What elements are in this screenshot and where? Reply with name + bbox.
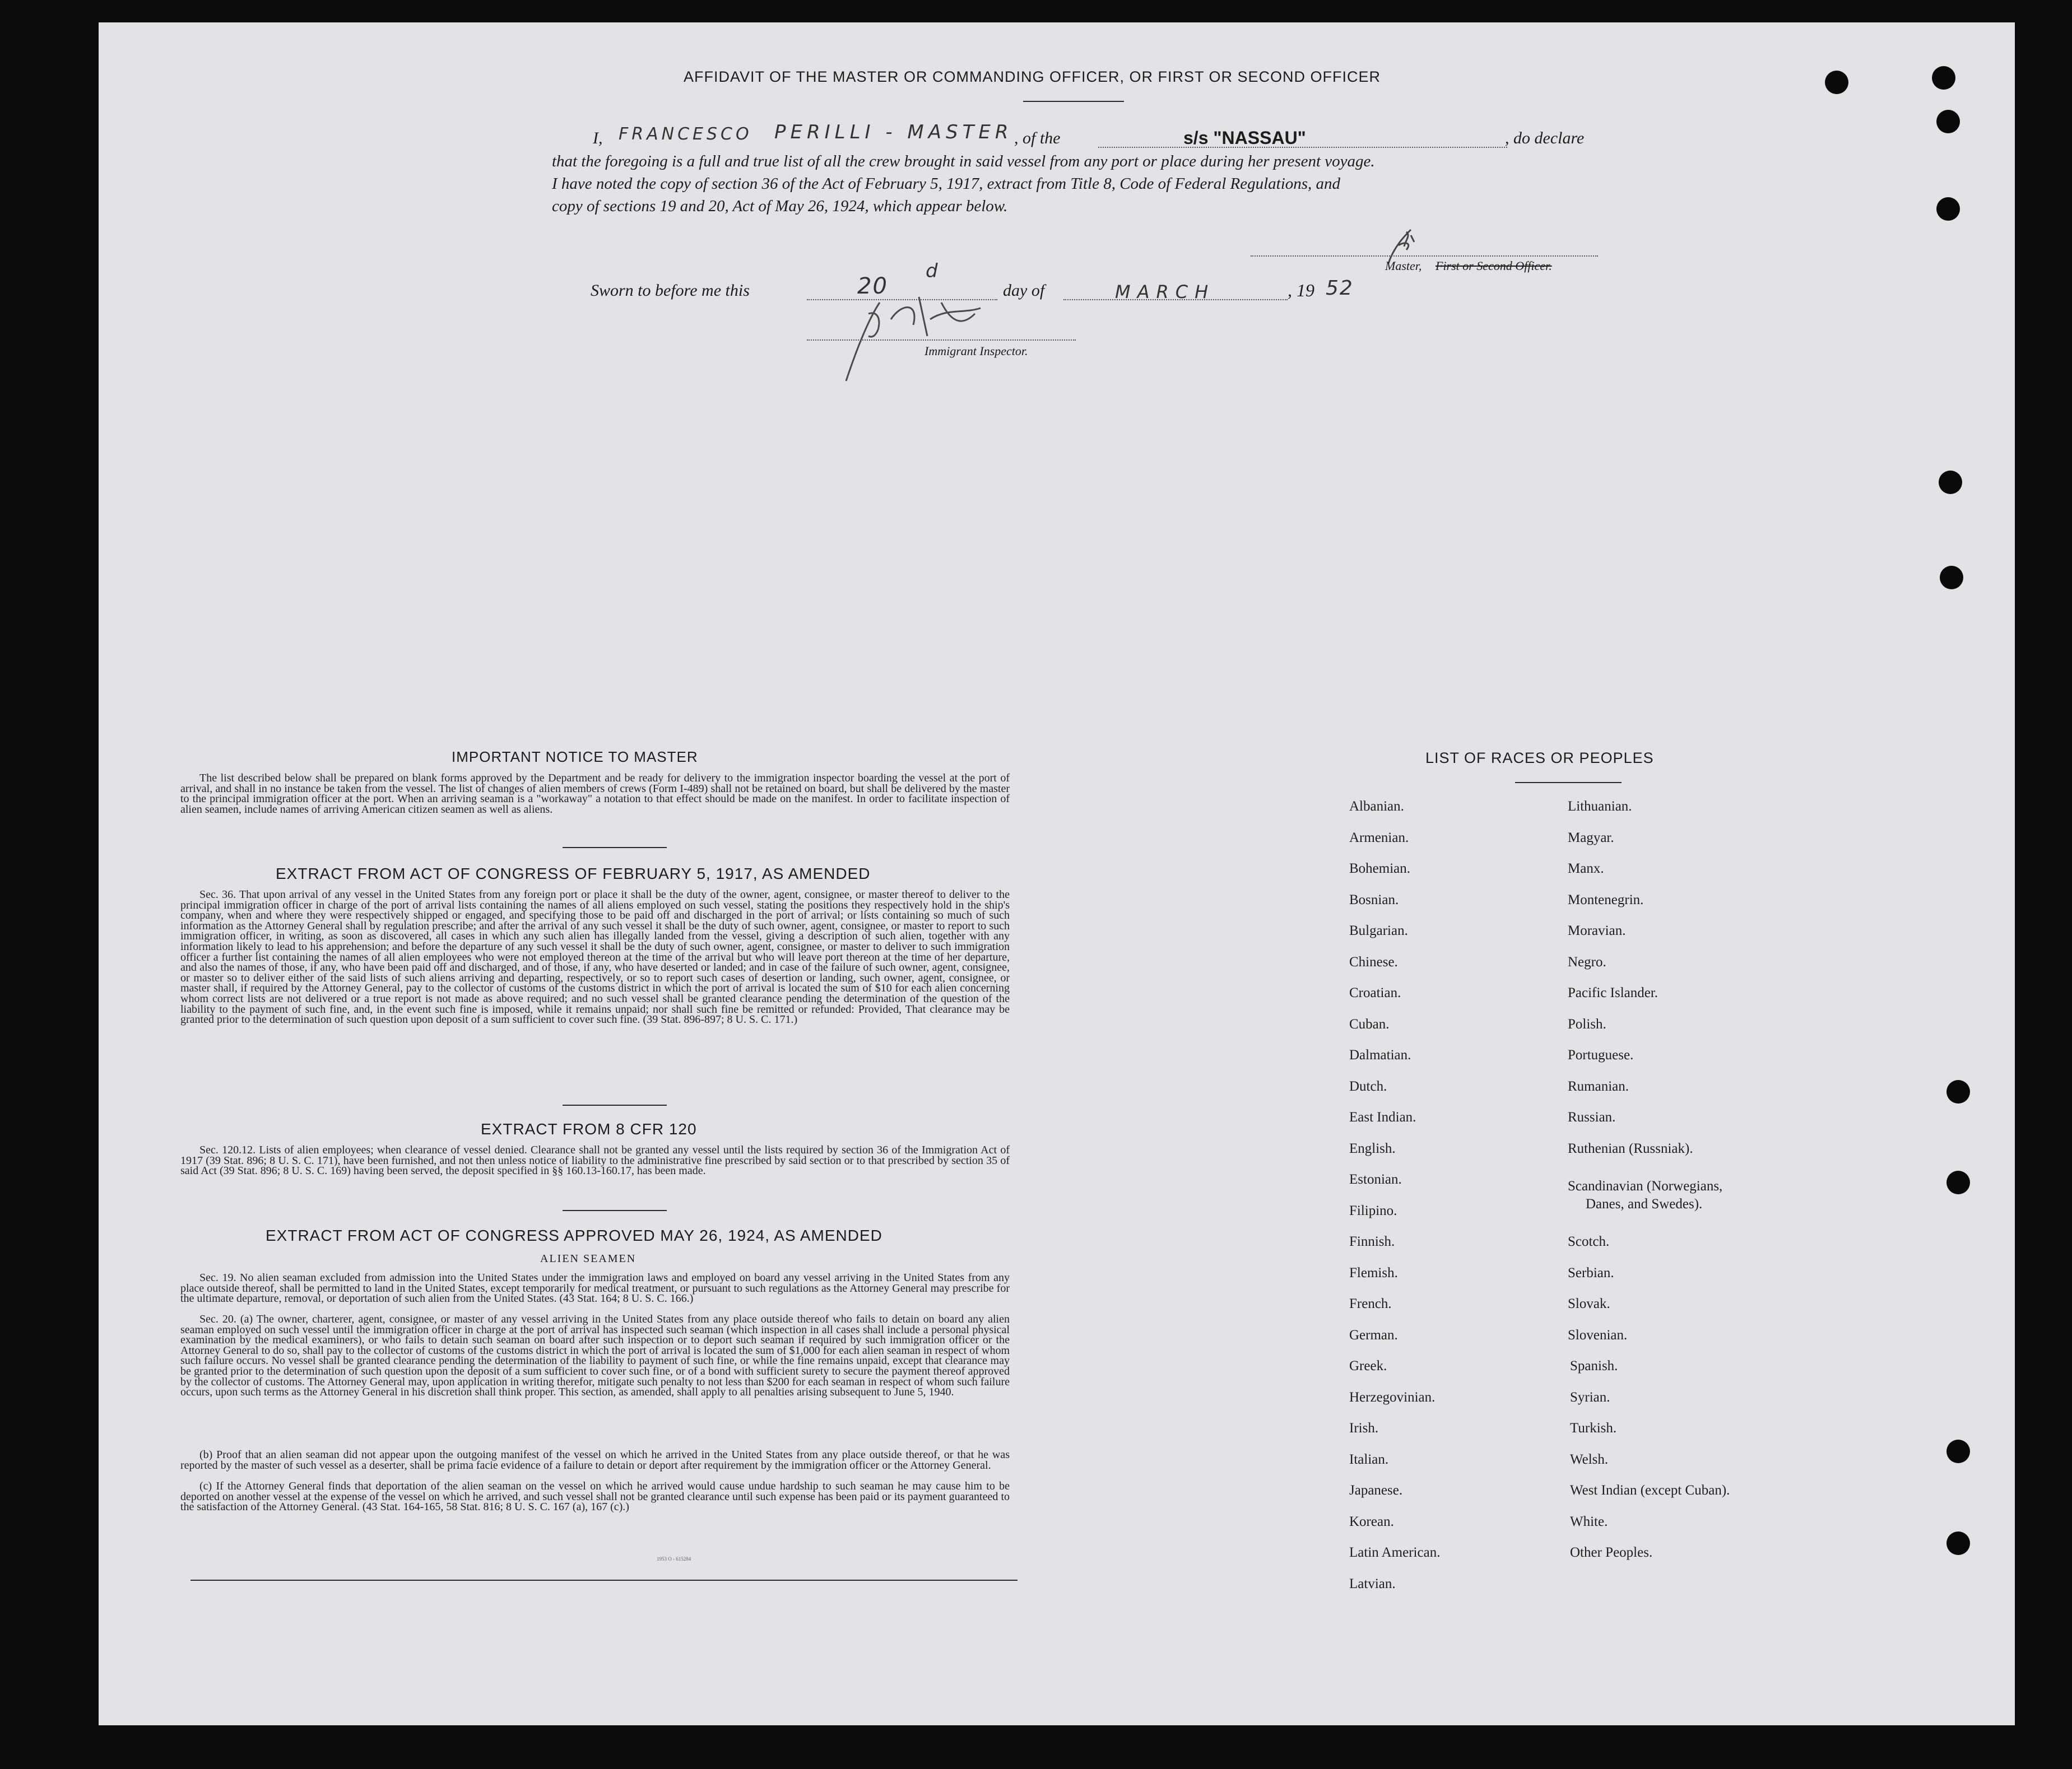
race-item: Welsh. [1570, 1452, 1609, 1467]
race-item: Serbian. [1568, 1265, 1614, 1281]
race-item: Bosnian. [1349, 892, 1399, 907]
race-item: Danes, and Swedes). [1586, 1197, 1703, 1212]
race-item: Ruthenian (Russniak). [1568, 1141, 1693, 1156]
race-item: Negro. [1568, 955, 1606, 970]
section-20a-text: Sec. 20. (a) The owner, charterer, agent, consignee, or master of any vessel arriving in the United States from any place outside thereof who fails to detain on board any alien seaman employed on such vessel until the immigration officer in charge at the port of arrival has inspected such seaman (which inspection in all cases shall include a personal physical examination by the medical examiners), or who fails to detain such seaman on board after such inspection or to deport such seaman if required by such immigration officer or the Attorney General to do so, shall pay to the collector of customs of the customs district in which the port of arrival is located the sum of $1,000 for each alien seaman in respect of whom such failure occurs. No vessel shall be granted clearance pending the determination of the liability to payment of such fine, or while the fine remains unpaid, except that clearance may be granted prior to the determination of such question upon the deposit of a sum sufficient to cover such fine, or of a bond with sufficient surety to secure the payment thereof approved by the collector of customs. The Attorney General may, upon application in writing therefor, mitigate such penalty to not less than $200 for each seaman in respect of whom such failure occurs, upon such terms as the Attorney General in his discretion shall think proper. This section, as amended, shall apply to all penalties arising subsequent to June 5, 1940. [180, 1313, 1010, 1399]
struck-officer-caption: First or Second Officer. [1435, 259, 1552, 273]
inspector-signature [835, 280, 992, 387]
race-item: Polish. [1568, 1017, 1606, 1032]
vessel-name: s/s "NASSAU" [1183, 128, 1306, 148]
race-item: Bohemian. [1349, 861, 1411, 876]
race-item: Portuguese. [1568, 1048, 1634, 1063]
race-item: Chinese. [1349, 955, 1398, 970]
sworn-day: 20 [857, 273, 888, 299]
extract-1924-title: EXTRACT FROM ACT OF CONGRESS APPROVED MAY 26, 1924, AS AMENDED [266, 1227, 882, 1244]
race-item: Rumanian. [1568, 1079, 1629, 1094]
section-19-text: Sec. 19. No alien seaman excluded from admission into the United States under the immigration laws and employed on board any vessel arriving in the United States from any place outside thereof, shall be permitted to land in the United States, except temporarily for medical treatment, or pursuant to such regulations as the Attorney General may prescribe for the ultimate departure, removal, or deportation of such alien from the United States. (43 Stat. 164; 8 U. S. C. 166.) [180, 1272, 1010, 1305]
races-title: LIST OF RACES OR PEOPLES [1425, 750, 1654, 766]
divider [563, 1210, 667, 1211]
divider [563, 847, 667, 848]
vessel-dotted-line [1098, 147, 1507, 148]
punch-hole [1936, 110, 1960, 133]
race-item: Russian. [1568, 1110, 1616, 1125]
race-item: Albanian. [1349, 799, 1404, 814]
declarant-first-name: FRANCESCO [619, 124, 752, 144]
race-item: Herzegovinian. [1349, 1390, 1435, 1405]
punch-hole [1939, 471, 1962, 494]
race-item: Manx. [1568, 861, 1604, 876]
extract-1917-text: Sec. 36. That upon arrival of any vessel in the United States from any foreign port or place it shall be the duty of the owner, agent, consignee, or master thereof to deliver to the principal immigration officer in charge of the port of arrival lists containing the names of all aliens employed on such vessel, stating the positions they respectively hold in the ship's company, when and where they were respectively shipped or engaged, and specifying those to be paid off and discharged in the port of arrival; or lists containing so much of such information as the Attorney General shall by regulation prescribe; and after the arrival of any such vessel it shall be the duty of such owner, agent, consignee, or master to report to such immigration officer, in writing, as soon as discovered, all cases in which any such alien has illegally landed from the vessel, giving a description of such alien, together with any information likely to lead to his apprehension; and before the departure of any such vessel it shall be the duty of such owner, agent, consignee, or master to deliver to such immigration officer a further list containing the names of all alien employees who were not employed thereon at the time of the arrival but who will leave port thereon at the time of her departure, and also the names of those, if any, who have been paid off and discharged, and of those, if any, who have deserted or landed; and in case of the failure of such owner, agent, consignee, or master so to deliver either of the said lists of such aliens arriving and departing, respectively, or so to report such cases of desertion or landing, such owner, agent, consignee, or master shall, if required by the Attorney General, pay to the collector of customs of the customs district in which the port of arrival is located the sum of $10 for each alien concerning whom correct lists are not delivered or a true report is not made as above required; and no such vessel shall be granted clearance pending the determination of the question of the liability to the payment of such fine, and, in the event such fine is imposed, while it remains unpaid; nor shall such fine be remitted or refunded: Provided, That clearance may be granted prior to the determination of such question upon deposit of a sum sufficient to cover such fine. (39 Stat. 896-897; 8 U. S. C. 171.) [180, 888, 1010, 1026]
race-item: Syrian. [1570, 1390, 1610, 1405]
section-20b-text: (b) Proof that an alien seaman did not appear upon the outgoing manifest of the vessel on which he arrived in the United States from any place outside thereof, or that he was reported by the master of such vessel as a deserter, shall be prima facie evidence of a failure to detain or deport after requirement by the immigration officer or the Attorney General. [180, 1449, 1010, 1472]
race-item: German. [1349, 1328, 1398, 1343]
of-the-label: , of the [1014, 129, 1061, 147]
race-item: Latin American. [1349, 1545, 1441, 1560]
master-signature-line [1251, 255, 1598, 257]
race-item: Turkish. [1570, 1421, 1617, 1436]
sworn-month: MARCH [1115, 281, 1215, 302]
extract-cfr-text: Sec. 120.12. Lists of alien employees; when clearance of vessel denied. Clearance shall not be granted any vessel until the lists required by section 36 of the Immigration Act of 1917 (39 Stat. 896; 8 U. S. C. 171), have been furnished, and not then unless notice of liability to the administrative fine prescribed by said section or to that prescribed by section 35 of said Act (39 Stat. 896; 8 U. S. C. 169) having been served, the deposit specified in §§ 160.13-160.17, has been made. [180, 1144, 1010, 1177]
extract-cfr-title: EXTRACT FROM 8 CFR 120 [481, 1120, 697, 1138]
race-item: West Indian (except Cuban). [1570, 1483, 1730, 1498]
affidavit-title: AFFIDAVIT OF THE MASTER OR COMMANDING OFFICER, OR FIRST OR SECOND OFFICER [684, 68, 1381, 85]
title-divider [1023, 101, 1124, 102]
race-item: Other Peoples. [1570, 1545, 1653, 1560]
race-item: English. [1349, 1141, 1396, 1156]
race-item: Scotch. [1568, 1234, 1610, 1249]
race-item: Spanish. [1570, 1358, 1618, 1374]
print-code: 1953 O - 615284 [657, 1556, 691, 1562]
race-item: Cuban. [1349, 1017, 1390, 1032]
punch-hole [1946, 1531, 1970, 1555]
punch-hole [1932, 66, 1955, 90]
race-item: Filipino. [1349, 1203, 1397, 1218]
race-item: Bulgarian. [1349, 923, 1408, 938]
sworn-day-suffix: d [926, 260, 941, 282]
race-item: Japanese. [1349, 1483, 1403, 1498]
do-declare-label: , do declare [1505, 129, 1585, 147]
race-item: Estonian. [1349, 1172, 1402, 1187]
inspector-caption: Immigrant Inspector. [924, 344, 1028, 358]
race-item: Greek. [1349, 1358, 1387, 1374]
year-prefix: , 19 [1288, 280, 1314, 300]
declaration-line-4: copy of sections 19 and 20, Act of May 26, 1924, which appear below. [552, 197, 1008, 215]
race-item: East Indian. [1349, 1110, 1416, 1125]
declaration-line-2: that the foregoing is a full and true list of all the crew brought in said vessel from any port or place during her present voyage. [552, 152, 1375, 170]
race-item: French. [1349, 1296, 1392, 1311]
day-of-label: day of [1003, 281, 1045, 300]
races-divider [1515, 782, 1622, 783]
race-item: White. [1570, 1514, 1608, 1529]
race-item: Slovenian. [1568, 1328, 1628, 1343]
alien-seamen-subtitle: ALIEN SEAMEN [540, 1253, 637, 1265]
master-caption: Master, [1385, 259, 1422, 273]
notice-title: IMPORTANT NOTICE TO MASTER [452, 748, 698, 765]
section-20c-text: (c) If the Attorney General finds that deportation of the alien seaman on the vessel on which he arrived would cause undue hardship to such seaman he may cause him to be deported on another vessel at the expense of the vessel on which he arrived, and such vessel shall not be granted clearance until such expense has been paid or its payment guaranteed to the satisfaction of the Attorney General. (43 Stat. 164-165, 58 Stat. 816; 8 U. S. C. 167 (a), 167 (c).) [180, 1480, 1010, 1514]
declaration-i-label: I, [593, 129, 603, 147]
race-item: Flemish. [1349, 1265, 1398, 1281]
race-item: Latvian. [1349, 1576, 1396, 1591]
race-item: Dutch. [1349, 1079, 1387, 1094]
race-item: Montenegrin. [1568, 892, 1644, 907]
declaration-line-3: I have noted the copy of section 36 of the Act of February 5, 1917, extract from Title 8, Code of Federal Regulations, and [552, 175, 1341, 193]
race-item: Slovak. [1568, 1296, 1610, 1311]
race-item: Pacific Islander. [1568, 985, 1658, 1000]
race-item: Scandinavian (Norwegians, [1568, 1179, 1723, 1194]
race-item: Italian. [1349, 1452, 1389, 1467]
sworn-label: Sworn to before me this [591, 281, 750, 300]
race-item: Magyar. [1568, 830, 1614, 845]
declarant-surname-title: PERILLI - MASTER [774, 121, 1013, 143]
race-item: Armenian. [1349, 830, 1409, 845]
punch-hole [1936, 197, 1960, 221]
inspector-signature-line [807, 339, 1076, 341]
bottom-rule [191, 1580, 1018, 1581]
punch-hole [1940, 566, 1963, 589]
divider [563, 1105, 667, 1106]
extract-1917-title: EXTRACT FROM ACT OF CONGRESS OF FEBRUARY 5, 1917, AS AMENDED [276, 865, 871, 882]
punch-hole [1946, 1080, 1970, 1104]
punch-hole [1946, 1171, 1970, 1194]
punch-hole [1825, 71, 1848, 94]
race-item: Korean. [1349, 1514, 1394, 1529]
race-item: Moravian. [1568, 923, 1626, 938]
race-item: Dalmatian. [1349, 1048, 1411, 1063]
sworn-year: 52 [1326, 277, 1354, 300]
race-item: Lithuanian. [1568, 799, 1632, 814]
punch-hole [1946, 1440, 1970, 1463]
notice-text: The list described below shall be prepared on blank forms approved by the Department and be ready for delivery to the immigration inspector boarding the vessel at the port of arrival, and shall in no instance be taken from the vessel. The list of changes of alien members of crews (Form I-489) shall not be retained on board, but shall be delivered by the master to the principal immigration officer at the port. When an arriving seaman is a "workaway" a notation to that effect should be made on the manifest. In order to facilitate inspection of alien seamen, include names of arriving American citizen seamen as well as aliens. [180, 772, 1010, 816]
sworn-month-line [1063, 299, 1288, 300]
race-item: Finnish. [1349, 1234, 1395, 1249]
race-item: Irish. [1349, 1421, 1379, 1436]
race-item: Croatian. [1349, 985, 1401, 1000]
